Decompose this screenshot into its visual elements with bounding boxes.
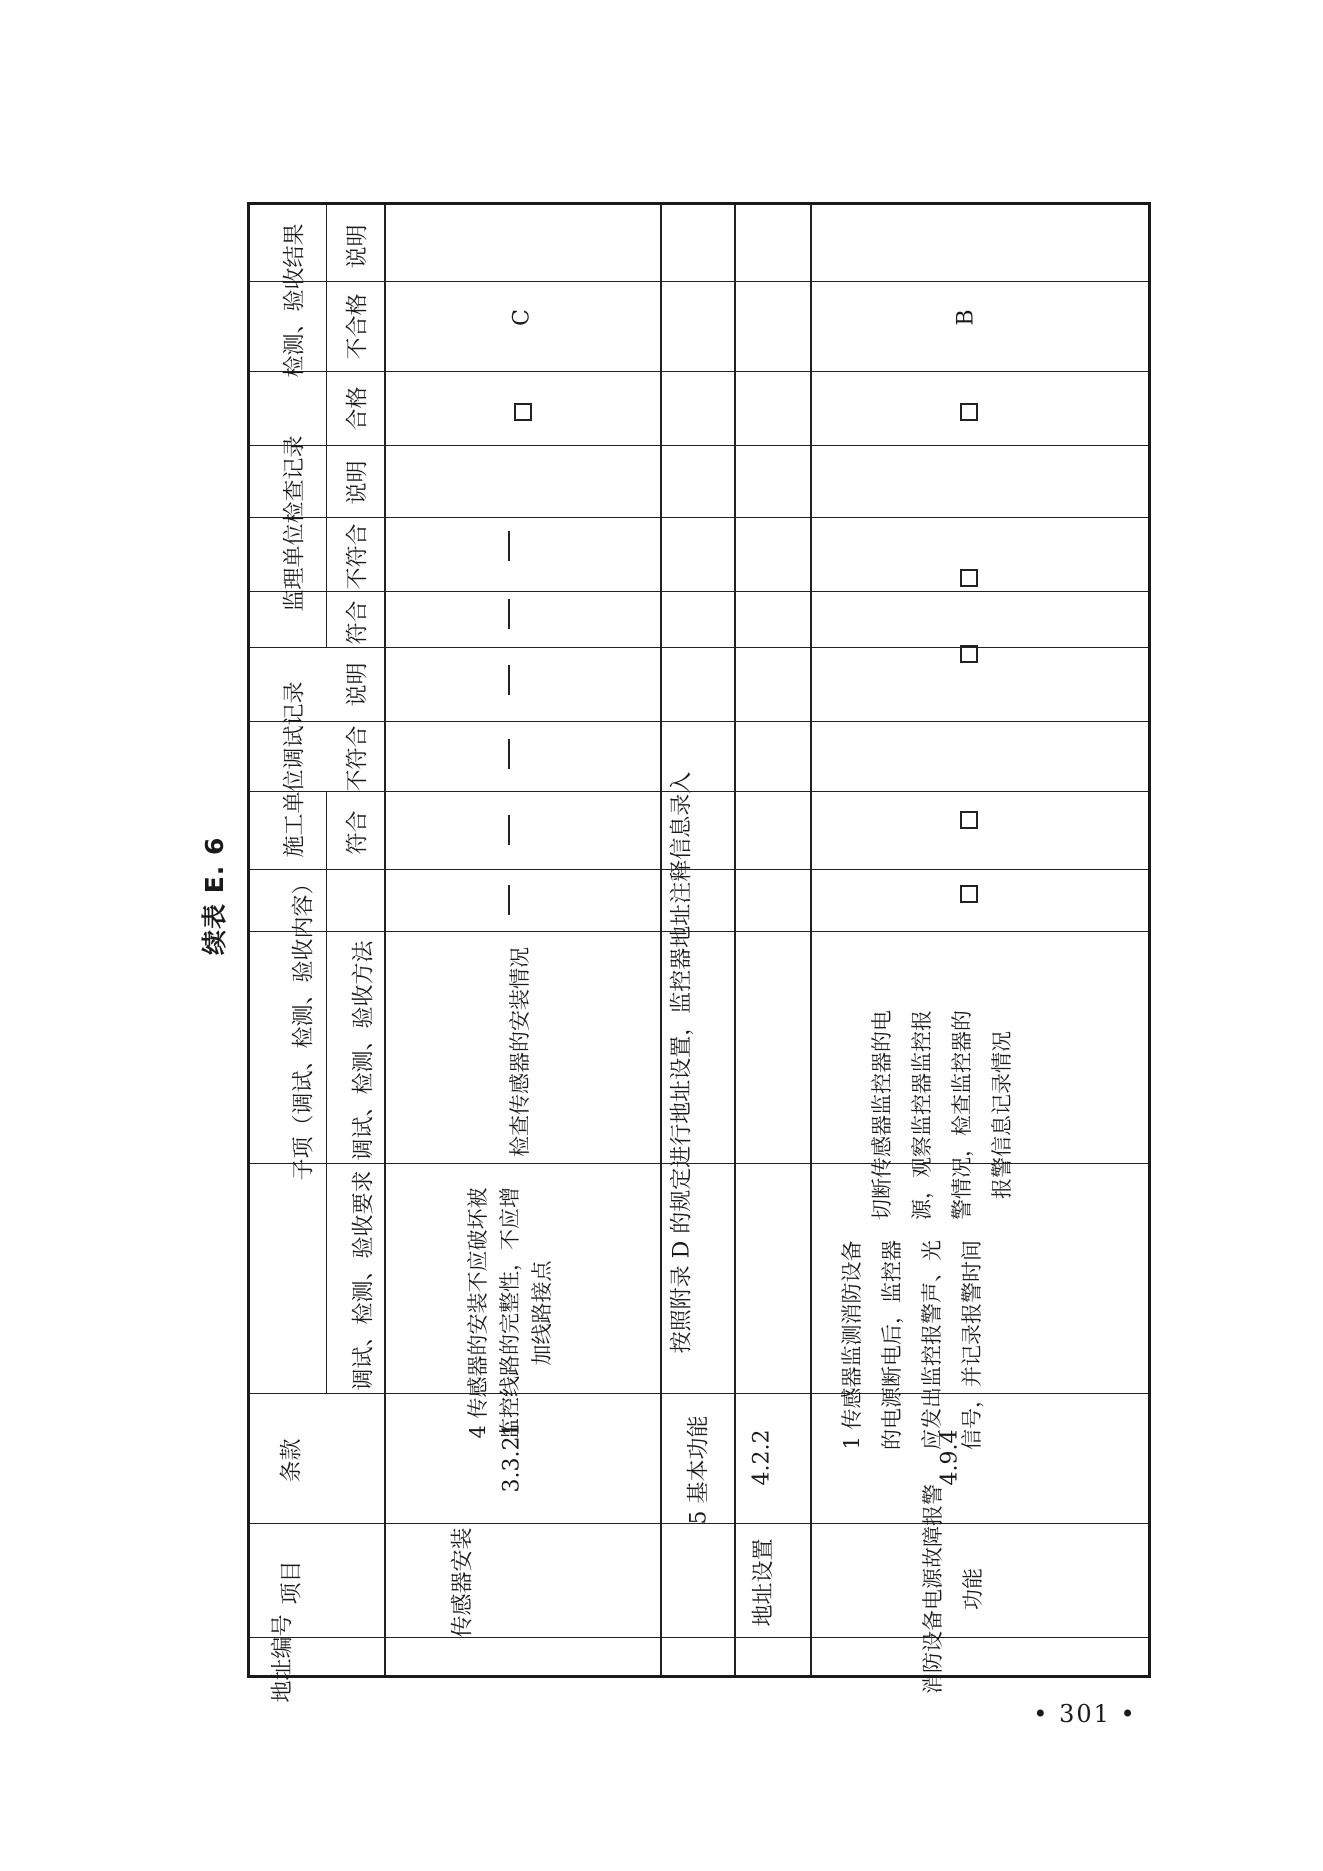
checkbox-square-icon[interactable] [960, 403, 978, 421]
row4-project: 消防设备电源故障报警功能 [921, 1484, 985, 1694]
row1-method: 检查传感器的安装情况 [508, 947, 532, 1157]
row4-grade: B [953, 309, 979, 326]
header-clause: 条款 [279, 1438, 305, 1483]
inspection-table [247, 202, 1151, 1703]
row1-grade: C [509, 309, 535, 326]
row-divider [384, 205, 386, 1675]
checkbox-square-icon[interactable] [960, 569, 978, 587]
header-note: 说明 [345, 662, 371, 707]
header-project: 项目 [279, 1560, 305, 1605]
header-method: 调试、检测、验收方法 [351, 940, 377, 1161]
dash-mark [508, 885, 510, 915]
checkbox-square-icon[interactable] [960, 645, 978, 663]
header-divider [326, 1163, 327, 1393]
row1-clause: 3.3.21 [499, 1422, 525, 1493]
header-construction: 施工单位调试记录 [282, 681, 308, 858]
page-number: • 301 • [1033, 1700, 1137, 1728]
dash-mark [508, 665, 510, 695]
header-nonconform: 不符合 [345, 523, 371, 590]
header-requirement: 调试、检测、验收要求 [351, 1170, 377, 1391]
row4-clause: 4.9.4 [937, 1429, 963, 1486]
checkbox-square-icon[interactable] [514, 403, 532, 421]
row4-requirement: 1 传感器监测消防设备的电源断电后，监控器应发出监控报警声、光信号，并记录报警时间 [840, 1240, 984, 1450]
dash-mark [508, 815, 510, 845]
row1-requirement: 4 传感器的安装不应破坏被监控线路的完整性，不应增加线路接点 [466, 1187, 554, 1439]
row-divider [660, 205, 662, 1675]
header-pass: 合格 [345, 386, 371, 431]
header-divider [326, 791, 327, 931]
dash-mark [508, 531, 510, 561]
header-supervision: 监理单位检查记录 [282, 435, 308, 612]
row-divider [810, 205, 812, 1675]
row4-method: 切断传感器监控器的电源，观察监控器监控报警情况，检查监控器的报警信息记录情况 [870, 1010, 1014, 1220]
header-subitem: 子项（调试、检测、验收内容） [291, 872, 317, 1181]
checkbox-square-icon[interactable] [960, 885, 978, 903]
page-title: 续表 E. 6 [200, 836, 229, 955]
header-note: 说明 [345, 460, 371, 505]
header-inspection: 检测、验收结果 [282, 223, 308, 378]
header-address-no: 地址编号 [270, 1614, 296, 1703]
header-conform: 符合 [345, 600, 371, 645]
section-basic-function: 5 基本功能 [686, 1415, 712, 1525]
header-nonconform: 不符合 [345, 725, 371, 792]
row1-project: 传感器安装 [450, 1527, 476, 1638]
dash-mark [508, 599, 510, 629]
header-note: 说明 [345, 224, 371, 269]
header-divider [326, 205, 327, 647]
header-fail: 不合格 [345, 293, 371, 360]
row-divider [734, 205, 736, 1675]
row3-project: 地址设置 [751, 1538, 777, 1627]
header-conform: 符合 [345, 810, 371, 855]
dash-mark [508, 739, 510, 769]
checkbox-square-icon[interactable] [960, 811, 978, 829]
header-divider [326, 931, 327, 1163]
row3-clause: 4.2.2 [749, 1429, 775, 1486]
row3-merged-text: 按照附录 D 的规定进行地址设置，监控器地址注释信息录入 [669, 771, 695, 1354]
